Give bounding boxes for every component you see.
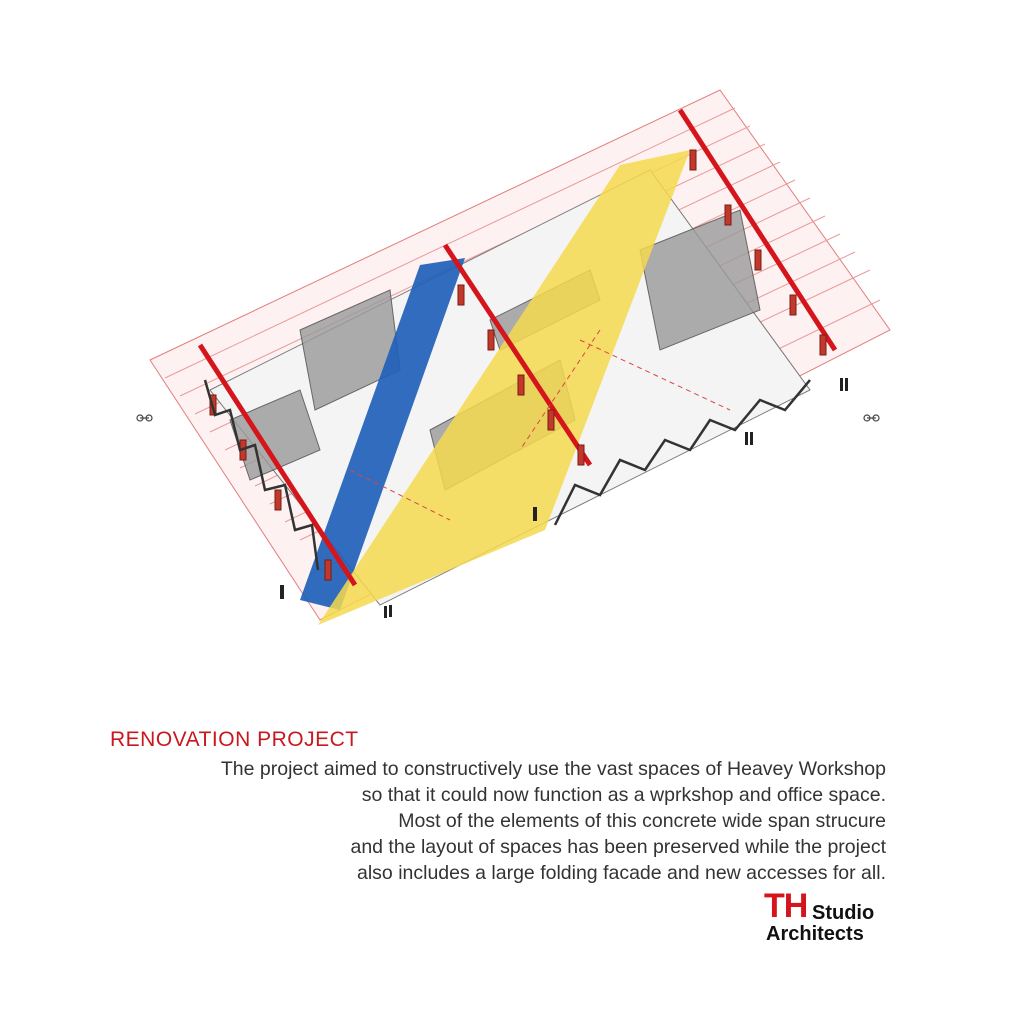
caption-line: also includes a large folding facade and new accesses for all.	[357, 862, 886, 884]
caption-description	[100, 756, 886, 886]
caption-line: and the layout of spaces has been preserved while the project	[350, 836, 886, 858]
caption-title: RENOVATION PROJECT	[110, 728, 359, 751]
logo-mark: TH	[764, 887, 808, 925]
studio-logo	[764, 887, 894, 947]
caption-line: Most of the elements of this concrete wide span strucure	[398, 810, 886, 832]
caption-block	[100, 728, 886, 886]
caption-line: so that it could now function as a wprkshop and office space.	[361, 784, 886, 806]
logo-subline: Architects	[766, 923, 864, 945]
logo-word: Studio	[812, 902, 875, 924]
caption-line: The project aimed to constructively use the vast spaces of Heavey Workshop	[220, 758, 886, 780]
